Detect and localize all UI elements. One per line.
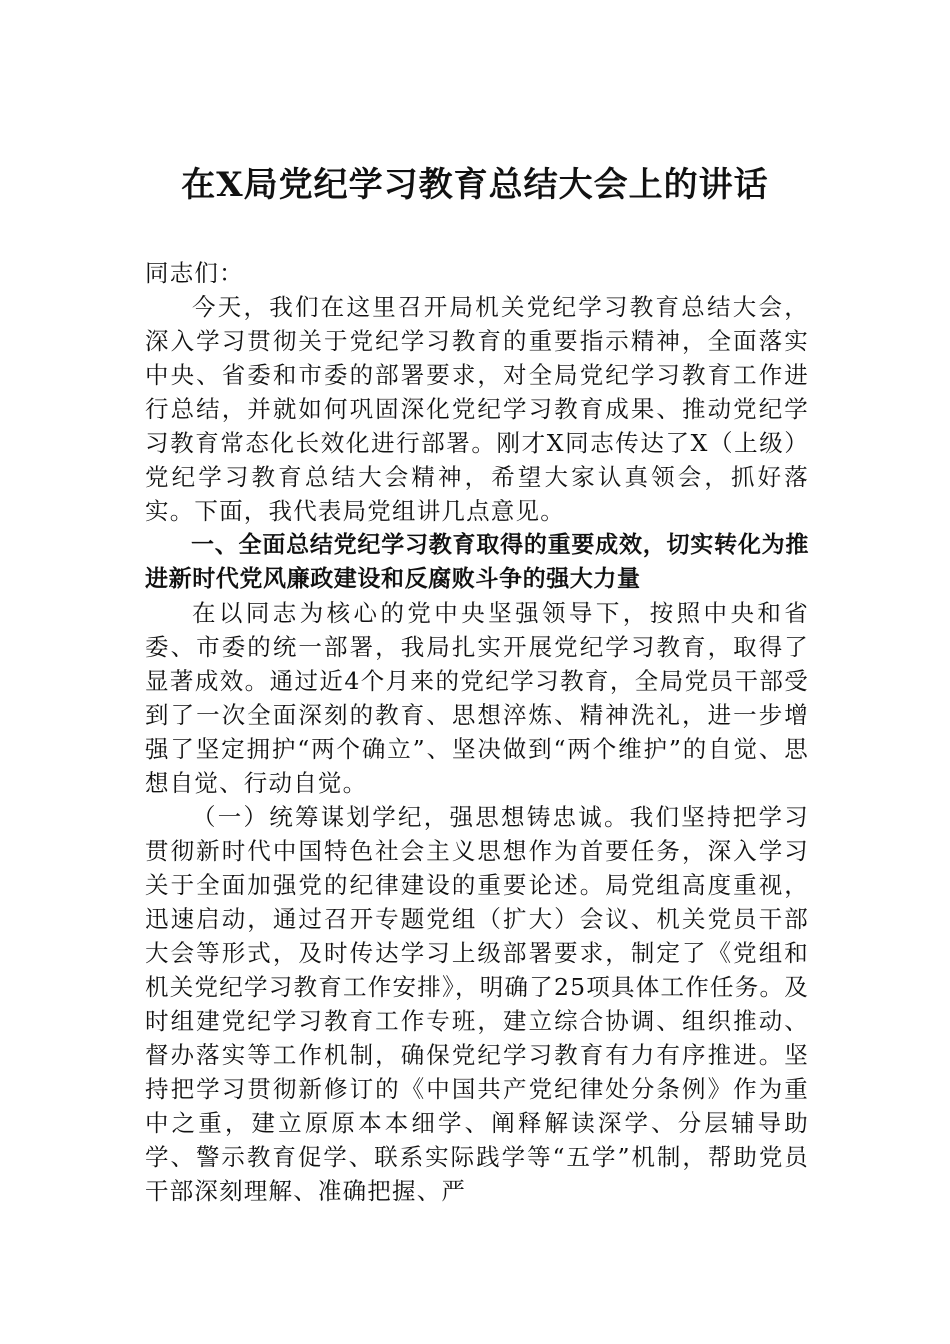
salutation: 同志们： [145,259,244,287]
document-body [145,256,809,1208]
document-title: 在X局党纪学习教育总结大会上的讲话 [181,165,769,205]
section-paragraph: 在以同志为核心的党中央坚强领导下，按照中央和省委、市委的统一部署，我局扎实开展党纪学习教育，取得了显著成效。通过近4个月来的党纪学习教育，全局党员干部受到了一次全面深刻的教育、思想淬炼、精神洗礼，进一步增强了坚定拥护“两个确立”、坚决做到“两个维护”的自觉、思想自觉、行动自觉。 [145,599,809,797]
opening-paragraph: 今天，我们在这里召开局机关党纪学习教育总结大会，深入学习贯彻关于党纪学习教育的重要指示精神，全面落实中央、省委和市委的部署要求，对全局党纪学习教育工作进行总结，并就如何巩固深化党纪学习教育成果、推动党纪学习教育常态化长效化进行部署。刚才X同志传达了X（上级）党纪学习教育总结大会精神，希望大家认真领会，抓好落实。下面，我代表局党组讲几点意见。 [145,293,809,525]
section-heading: 一、全面总结党纪学习教育取得的重要成效，切实转化为推进新时代党风廉政建设和反腐败斗争的强大力量 [145,532,809,592]
subsection-paragraph: （一）统筹谋划学纪，强思想铸忠诚。我们坚持把学习贯彻新时代中国特色社会主义思想作为首要任务，深入学习关于全面加强党的纪律建设的重要论述。局党组高度重视，迅速启动，通过召开专题党组（扩大）会议、机关党员干部大会等形式，及时传达学习上级部署要求，制定了《党组和机关党纪学习教育工作安排》，明确了25项具体工作任务。及时组建党纪学习教育工作专班，建立综合协调、组织推动、督办落实等工作机制，确保党纪学习教育有力有序推进。坚持把学习贯彻新修订的《中国共产党纪律处分条例》作为重中之重，建立原原本本细学、阐释解读深学、分层辅导助学、警示教育促学、联系实际践学等“五学”机制，帮助党员干部深刻理解、准确把握、严 [145,803,809,1205]
